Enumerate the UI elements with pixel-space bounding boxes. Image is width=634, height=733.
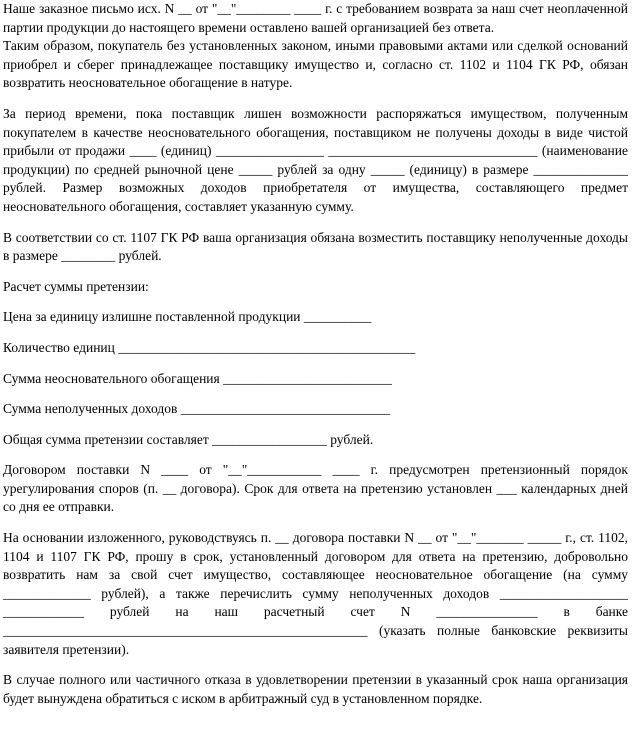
calc-enrichment-sum: Сумма неосновательного обогащения _________________________ [3,370,392,386]
paragraph-previous-letter: Наше заказное письмо исх. N __ от "__"________ ____ г. с требованием возврата за наш счет неоплаченной партии продукции до настоящего времени оставлено вашей организацией без ответа. [3,1,628,35]
paragraph-claim-procedure: Договором поставки N ____ от "__"___________ ____ г. предусмотрен претензионный порядок урегулирования споров (п. __ договора). Срок для ответа на претензию установлен ___ календарных дней со дня ее отправки. [3,462,628,515]
calc-unit-price: Цена за единицу излишне поставленной продукции __________ [3,309,372,325]
claim-letter-document [3,0,628,708]
paragraph-demand: На основании изложенного, руководствуясь п. __ договора поставки N __ от "__"_______ _____ г., ст. 1102, 1104 и 1107 ГК РФ, прошу в срок, установленный договором для ответа на претензию, добровольно возвратить нам за свой счет имущество, составляющее неосновательное обогащение (на сумму _____________ рублей), а также перечислить сумму неполученных доходов ___________________ ____________ рублей на наш расчетный счет N _______________ в банке ______________________________________________________ (указать полные банковские реквизиты заявителя претензии). [3,530,628,657]
calc-total-claim: Общая сумма претензии составляет _________________ рублей. [3,431,374,447]
paragraph-unjust-enrichment: Таким образом, покупатель без установленных законом, иными правовыми актами или сделкой оснований приобрел и сберег принадлежащее поставщику имущество и, согласно ст. 1102 и 1104 ГК РФ, обязан возвратить неосновательное обогащение в натуре. [3,38,628,91]
calc-quantity: Количество единиц ____________________________________________ [3,339,416,355]
calculation-heading: Расчет суммы претензии: [3,278,149,294]
paragraph-court-warning: В случае полного или частичного отказа в удовлетворении претензии в указанный срок наша организация будет вынуждена обратиться с иском в арбитражный суд в установленном порядке. [3,672,628,706]
paragraph-article-1107: В соответствии со ст. 1107 ГК РФ ваша организация обязана возместить поставщику неполученные доходы в размере ________ рублей. [3,229,628,264]
paragraph-lost-income: За период времени, пока поставщик лишен возможности распоряжаться имуществом, полученным покупателем в качестве неосновательного обогащения, поставщиком не получены доходы в виде чистой прибыли от продажи ____ (единиц) ________________ _______________________________ (наименование продукции) по средней рыночной цене _____ рублей за одну _____ (единицу) в размере ______________ рублей. Размер возможных доходов приобретателя от имущества, составляющего предмет неосновательного обогащения, составляет указанную сумму. [3,105,628,214]
calc-lost-income-sum: Сумма неполученных доходов _______________________________ [3,401,391,417]
